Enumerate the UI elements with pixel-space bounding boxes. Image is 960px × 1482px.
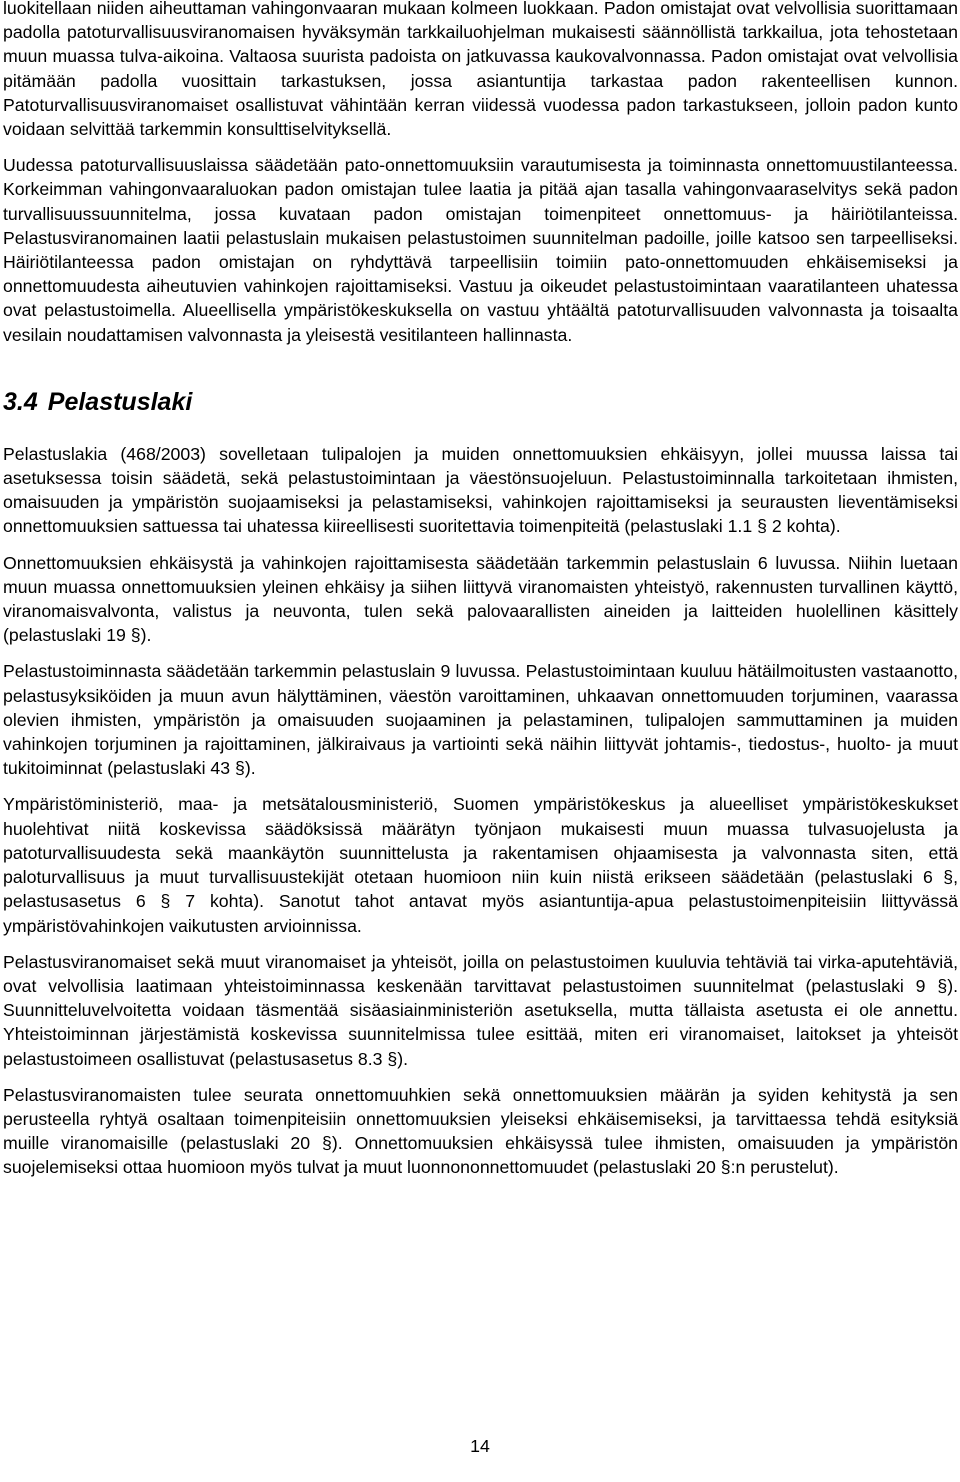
section-paragraph-3: Pelastustoiminnasta säädetään tarkemmin pelastuslain 9 luvussa. Pelastustoimintaan kuuluu hätäilmoitusten vastaanotto, pelastusyksiköiden ja muun avun hälyttäminen, väestön varoittaminen, uhkaavan onnettomuuden torjuminen, vaarassa olevien ihmisten, ympäristön ja omaisuuden suojaaminen ja pelastaminen, tulipalojen sammuttaminen ja muiden vahinkojen torjuminen ja rajoittaminen, jälkiraivaus ja vartiointi sekä näihin liittyvät johtamis-, tiedostus-, huolto- ja muut tukitoiminnat (pelastuslaki 43 §). bbox=[3, 661, 958, 779]
section-paragraph-4: Ympäristöministeriö, maa- ja metsätalousministeriö, Suomen ympäristökeskus ja alueelliset ympäristökeskukset huolehtivat niitä koskevissa säädöksissä määrätyn työnjaon mukaisesti muun muassa tulvasuojelusta ja patoturvallisuudesta sekä maankäytön suunnittelusta ja rakentamisen ohjaamisesta ja valvonnasta siten, että paloturvallisuus ja muut turvallisuustekijät otetaan huomioon niin kuin niistä erikseen säädetään (pelastuslaki 6 §, pelastusasetus 6 § 7 kohta). Sanotut tahot antavat myös asiantuntija-apua pelastustoimenpiteisiin liittyvässä ympäristövahinkojen vaikutusten arvioinnissa. bbox=[3, 794, 958, 936]
section-heading bbox=[3, 387, 958, 417]
section-paragraph-6: Pelastusviranomaisten tulee seurata onnettomuuhkien sekä onnettomuuksien määrän ja syiden kehitystä ja sen perusteella ryhtyä osaltaan toimenpiteisiin onnettomuuksien yleiseksi ehkäisemiseksi, ja tarvittaessa tehdä esityksiä muille viranomaisille (pelastuslaki 20 §). Onnettomuuksien ehkäisyssä tulee ihmisten, omaisuuden ja ympäristön suojelemiseksi ottaa huomioon myös tulvat ja muut luonnononnettomuudet (pelastuslaki 20 §:n perustelut). bbox=[3, 1084, 958, 1178]
intro-paragraph-1: luokitellaan niiden aiheuttaman vahingonvaaran mukaan kolmeen luokkaan. Padon omistajat ovat velvollisia suorittamaan padolla patoturvallisuusviranomaisen hyväksymän tarkkailuohjelman mukaisesti säännöllistä tarkkailua, jota tehostetaan muun muassa tulva-aikoina. Valtaosa suurista padoista on jatkuvassa kaukovalvonnassa. Padon omistajat ovat velvollisia pitämään padolla vuosittain tarkastuksen, jossa asiantuntija tarkastaa padon rakenteellisen kunnon. Patoturvallisuusviranomaiset osallistuvat vähintään kerran viidessä vuodessa padon tarkastukseen, jolloin padon kunto voidaan selvittää tarkemmin konsulttiselvityksellä. bbox=[3, 0, 958, 140]
intro-paragraph-2: Uudessa patoturvallisuuslaissa säädetään pato-onnettomuuksiin varautumisesta ja toiminnasta onnettomuustilanteessa. Korkeimman vahingonvaaraluokan padon omistajan tulee laatia ja pitää ajan tasalla vahingonvaaraselvitys sekä padon turvallisuussuunnitelma, jossa kuvataan padon omistajan toimenpiteet onnettomuus- ja häiriötilanteissa. Pelastusviranomainen laatii pelastuslain mukaisen pelastustoimen suunnitelman padoille, joille katsoo sen tarpeelliseksi. Häiriötilanteessa padon omistajan on ryhdyttävä tarpeellisiin toimiin pato-onnettomuuden ehkäisemiseksi ja onnettomuudesta aiheutuvien vahinkojen rajoittamiseksi. Vastuu ja oikeudet pelastustoimintaan vaaratilanteen uhatessa ovat pelastustoimella. Alueellisella ympäristökeskuksella on vastuu yhtäältä patoturvallisuuden valvonnasta ja toisaalta vesilain noudattamisen valvonnasta ja yleisestä vesitilanteen hallinnasta. bbox=[3, 155, 958, 345]
section-paragraph-1: Pelastuslakia (468/2003) sovelletaan tulipalojen ja muiden onnettomuuksien ehkäisyyn, jollei muussa laissa tai asetuksessa toisin säädetä, sekä pelastustoimintaan ja väestönsuojeluun. Pelastustoiminnalla tarkoitetaan ihmisten, omaisuuden ja ympäristön suojaamiseksi ja pelastamiseksi, vahinkojen rajoittamiseksi ja seurausten lieventämiseksi onnettomuuksien sattuessa tai uhatessa kiireellisesti suoritettavia toimenpiteitä (pelastuslaki 1.1 § 2 kohta). bbox=[3, 443, 958, 537]
section-title: Pelastuslaki bbox=[47, 387, 193, 416]
document-page bbox=[3, 0, 958, 1180]
section-paragraph-5: Pelastusviranomaiset sekä muut viranomaiset ja yhteisöt, joilla on pelastustoimen kuuluvia tehtäviä tai virka-aputehtäviä, ovat velvollisia laatimaan yhteistoiminnassa keskenään tarvittavat pelastustoimen suunnitelmat (pelastuslaki 9 §). Suunnitteluvelvoitetta voidaan täsmentää sisäasiainministeriön asetuksella, mutta tällaista asetusta ei ole annettu. Yhteistoiminnan järjestämistä koskevissa suunnitelmissa tulee esittää, miten eri viranomaiset, laitokset ja yhteisöt pelastustoimeen osallistuvat (pelastusasetus 8.3 §). bbox=[3, 951, 958, 1069]
section-paragraph-2: Onnettomuuksien ehkäisystä ja vahinkojen rajoittamisesta säädetään tarkemmin pelastuslain 6 luvussa. Niihin luetaan muun muassa onnettomuuksien yleinen ehkäisy ja siihen liittyvä viranomaisten yhteistyö, rakennusten turvallinen käyttö, viranomaisvalvonta, valistus ja neuvonta, tulen sekä palovaarallisten aineiden ja laitteiden huolellinen käsittely (pelastuslaki 19 §). bbox=[3, 552, 958, 646]
page-number: 14 bbox=[470, 1436, 490, 1456]
section-number: 3.4 bbox=[3, 387, 38, 416]
